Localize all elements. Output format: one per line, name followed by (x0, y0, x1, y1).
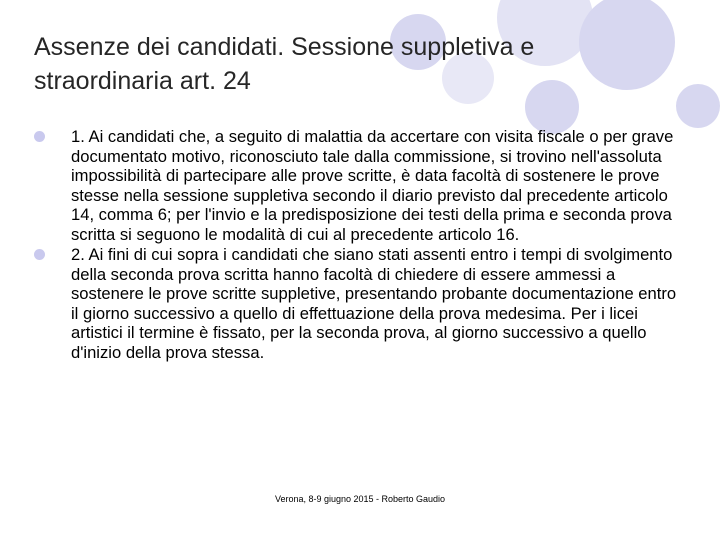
slide-footer: Verona, 8-9 giugno 2015 - Roberto Gaudio (274, 494, 446, 504)
list-item (34, 127, 682, 244)
bullet-text: 2. Ai fini di cui sopra i candidati che siano stati assenti entro i tempi di svolgimento della seconda prova scritta hanno facoltà di chiedere di essere ammessi a sostenere le prove scritte suppletive, presentando probante documentazione entro il giorno successivo a quello di effettuazione della prova medesima. Per i licei artistici il termine è fissato, per la seconda prova, al giorno successivo a quello d'inizio della prova stessa. (71, 245, 677, 362)
list-item (34, 245, 682, 362)
decorative-circle (676, 84, 720, 128)
slide-title: Assenze dei candidati. Sessione suppletiva e straordinaria art. 24 (34, 33, 535, 95)
bullet-text: 1. Ai candidati che, a seguito di malattia da accertare con visita fiscale o per grave documentato motivo, riconosciuto tale dalla commissione, si trovino nell'assoluta impossibilità di partecipare alle prove scritte, è data facoltà di sostenere le prove stesse nella sessione suppletiva secondo il diario previsto dal precedente articolo 14, comma 6; per l'invio e la predisposizione dei testi della prima e seconda prova scritta si seguono le modalità di cui al precedente articolo 16. (71, 127, 674, 244)
bullet-icon (34, 249, 45, 260)
bullet-list (34, 127, 682, 362)
bullet-icon (34, 131, 45, 142)
